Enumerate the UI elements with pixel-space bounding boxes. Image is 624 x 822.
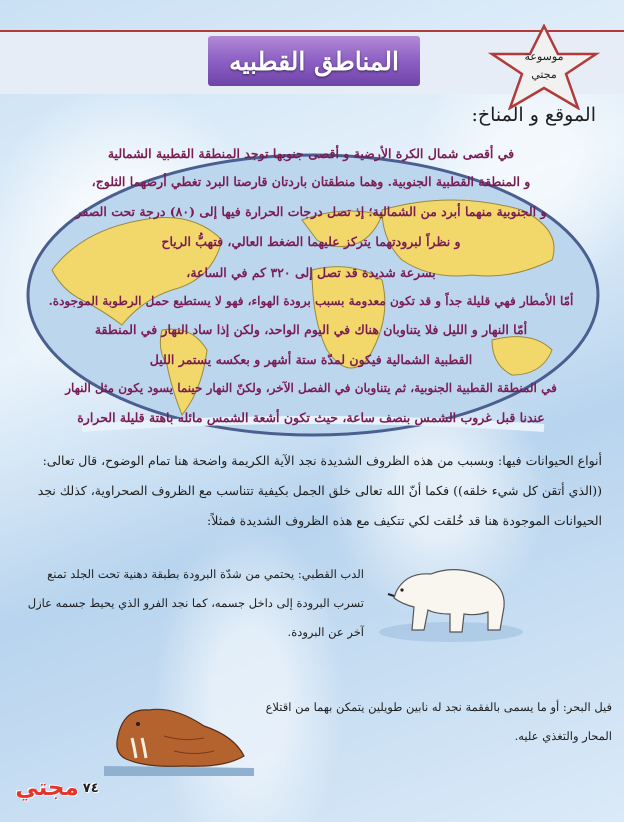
polar-bear-caption: الدب القطبي: يحتمي من شدّة البرودة بطبقة دهنية تحت الجلد تمنع تسرب البرودة إلى داخل جسمه، كما نجد الفرو الذي يحيط جسمه عازل آخر عن البرودة. <box>27 567 364 639</box>
polar-bear-image <box>376 552 526 644</box>
intro-line-1: في أقصى شمال الكرة الأرضية و أقصى جنوبها توجد المنطقة القطبية الشمالية <box>107 146 515 161</box>
logo-text: مجتي <box>15 775 79 801</box>
walrus-caption: فيل البحر: أو ما يسمى بالفقمة نجد له نابين طويلين يتمكن بهما من اقتلاع المحار والتغذي عليه. <box>265 700 612 743</box>
animals-paragraph: أنواع الحيوانات فيها: وبسبب من هذه الظروف الشديدة نجد الآية الكريمة واضحة هنا تمام الوضوح، قال تعالى: ((الذي أتقن كل شيء خلقه)) فكما أنّ الله تعالى خلق الجمل بكيفية تتناسب مع الظروف الصحراوية، كذلك نجد الحيوانات الموجودة هنا قد خُلقت لكي تتكيف مع هذه الظروف الشديدة فمثلاً: <box>37 453 602 528</box>
intro-line-2: و المنطقة القطبية الجنوبية. وهما منطقتان باردتان قارصتا البرد تغطي أرضهما الثلوج، <box>91 174 531 189</box>
intro-line-10: عندنا قبل غروب الشمس بنصف ساعة، حيث تكون أشعة الشمس مائله باهتة قليلة الحرارة <box>77 410 545 425</box>
page-number: ٧٤ <box>82 780 99 796</box>
badge-line-2: مجتي <box>531 68 557 81</box>
magazine-logo <box>8 770 106 806</box>
page-title: المناطق القطبيه <box>208 36 420 86</box>
intro-line-9: في المنطقة القطبية الجنوبية، ثم يتناوبان في الفصل الآخر، ولكنّ النهار حينما يسود يكون مثل النهار <box>65 381 557 395</box>
intro-line-4: و نظراً لبرودتهما يتركز عليهما الضغط العالي، فتهبُّ الرياح <box>161 234 461 249</box>
magazine-badge <box>488 24 600 110</box>
intro-line-7: أمّا النهار و الليل فلا يتناوبان هناك في اليوم الواحد، ولكن إذا ساد النهار في المنطقة <box>94 322 528 337</box>
intro-line-8: القطبية الشمالية فيكون لمدّة ستة أشهر و بعكسه يستمر الليل <box>149 352 473 367</box>
intro-line-5: بسرعة شديدة قد تصل إلى ٣٢٠ كم في الساعة، <box>186 265 436 280</box>
intro-line-6: أمّا الأمطار فهي قليلة جداً و قد تكون معدومة بسبب برودة الهواء، فهو لا يستطيع حمل الرطوبة الموجودة. <box>48 294 574 308</box>
badge-line-1: موسوعة <box>524 50 564 63</box>
walrus-image <box>104 696 254 776</box>
star-icon <box>488 24 600 110</box>
intro-line-3: و الجنوبية منهما أبرد من الشمالية؛ إذ تصل درجات الحرارة فيها إلى (٨٠) درجة تحت الصفر <box>75 204 547 219</box>
section-title: الموقع و المناخ: <box>471 104 596 126</box>
